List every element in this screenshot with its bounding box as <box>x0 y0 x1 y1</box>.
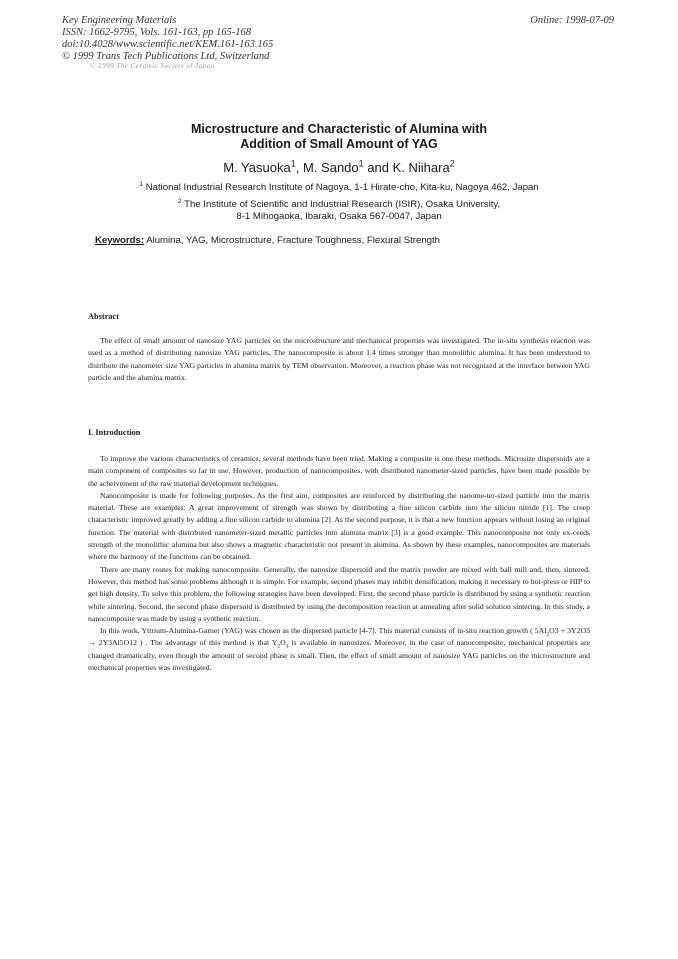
affiliation-2-marker: 2 <box>177 197 182 205</box>
author-3: K. Niihara <box>392 160 450 175</box>
abstract-heading: Abstract <box>88 312 119 321</box>
keywords <box>95 235 440 246</box>
intro-paragraph-3: There are many routes for making nanocomposite. Generally, the nanosize dispersoid and the matrix powder are mixed with ball mill and, then, sintered. However, this method has some problems although it is simple. For example, second phases may inhibit densification, making it necessary to hot-press or HIP to get high density. To solve this problem, the following strategies have been developed. First, the second phase particle is distributed by using a synthetic reaction while sintering. Second, the second phase dispersoid is distributed by using the decomposition reaction at annealing after solid solution sintering. In this study, a nanocomposite was made by using a synthetic reaction. <box>88 564 590 623</box>
intro-paragraph-2: Nanocomposite is made for following purposes. As the first aim, composites are reinforced by distributing the nanome-ter-sized particle into the matrix material. These are examples: A great improvement of strength was shown by distributing a fine silicon carbide into the silicon nitride [1]. The creep characteristic improved greatly by adding a fine silicon carbide to alumina [2]. As the second purpose, it is that a new function appears without losing an original function. The material with distributed nanometer-sized metallic particles into alumina matrix [3] is a good example. This nanocomposite not only ex-ceeds strength of the monolithic alumina but also shows a magnetic characteristic not present in alumina. As shown by these examples, nanocomposites are materials where the harmony of the functions can be obtained. <box>88 490 590 562</box>
author-2-affiliation: 1 <box>358 158 364 169</box>
author-1: M. Yasuoka <box>223 160 291 175</box>
doi-line: doi:10.4028/www.scientific.net/KEM.161-163.165 <box>62 39 274 50</box>
author-3-affiliation: 2 <box>449 158 455 169</box>
journal-name: Key Engineering Materials <box>62 15 177 26</box>
abstract-body <box>88 335 590 384</box>
journal-header <box>62 15 273 63</box>
affiliation-2 <box>0 199 678 223</box>
paper-title <box>0 122 678 152</box>
affiliation-2-line-1: The Institute of Scientific and Industrial Research (ISIR), Osaka University, <box>184 199 501 210</box>
copyright-line: © 1999 Trans Tech Publications Ltd, Switzerland <box>62 51 270 62</box>
intro-paragraph-4: In this work, Yttrium-Alumina-Garnet (YAG) was chosen as the dispersed particle [4-7]. This material consists of in-situ reaction growth ( $5Al_2O3 + 3Y2O3 \to 2Y3Al5O12$ ) . The advantage of this method is that $Y_2O_3$ is available in nanosizes. Moreover, in the case of nanocomposite, mechanical properties are changed dramatically, even though the amount of second phase is small. Then, the effect of small amount of nanosize YAG particles on the microstructure and mechanical properties was investigated. <box>88 626 591 673</box>
online-date: Online: 1998-07-09 <box>530 15 614 26</box>
title-line-2: Addition of Small Amount of YAG <box>240 137 438 151</box>
author-list <box>0 160 678 175</box>
author-separator: , <box>295 160 303 175</box>
introduction-heading: I. Introduction <box>88 428 141 437</box>
intro-paragraph-1: To improve the various characteristics of ceramics, several methods have been tried. Making a composite is one these methods. Microsize dispersoids are a main component of composites so far in use. However, production of nanocomposites, with distributed nanometer-sized particles, have been made possible by the acheivement of the raw material development techniques. <box>88 454 590 488</box>
affiliation-1-text: National Industrial Research Institute of Nagoya, 1-1 Hirate-cho, Kita-ku, Nagoya 462, Japan <box>145 182 539 193</box>
introduction-body <box>88 453 590 674</box>
title-line-1: Microstructure and Characteristic of Alumina with <box>190 122 488 136</box>
author-separator: and <box>363 160 393 175</box>
affiliation-1-marker: 1 <box>139 180 144 188</box>
affiliation-2-line-2: 8-1 Mihogaoka, Ibaraki, Osaka 567-0047, Japan <box>236 211 442 222</box>
abstract-text: The effect of small amount of nanosize YAG particles on the microstructure and mechanical properties was investigated. The in-situ synthesis reaction was used as a method of distributing nanosize YAG particles. The nanocomposite is about 1.4 times stronger than monolithic alumina. It has been understood to distribute the nanometer size YAG particles in alumina matrix by TEM observation. Moreover, a reaction phase was not recognized at the interface between YAG particle and the alumina matrix. <box>88 336 590 382</box>
keywords-text: Alumina, YAG, Microstructure, Fracture Toughness, Flexural Strength <box>146 235 440 246</box>
keywords-label: Keywords: <box>95 235 145 246</box>
affiliation-1 <box>0 182 678 193</box>
overprinted-copyright-remnant: © 1999 The Ceramic Society of Japan <box>90 63 215 68</box>
author-2: M. Sando <box>302 160 359 175</box>
issn-line: ISSN: 1662-9795, Vols. 161-163, pp 165-168 <box>62 27 251 38</box>
author-1-affiliation: 1 <box>290 158 296 169</box>
reaction-equation: $_2$O3 + 3Y2O3 → 2Y3Al5O12 <box>88 626 590 648</box>
